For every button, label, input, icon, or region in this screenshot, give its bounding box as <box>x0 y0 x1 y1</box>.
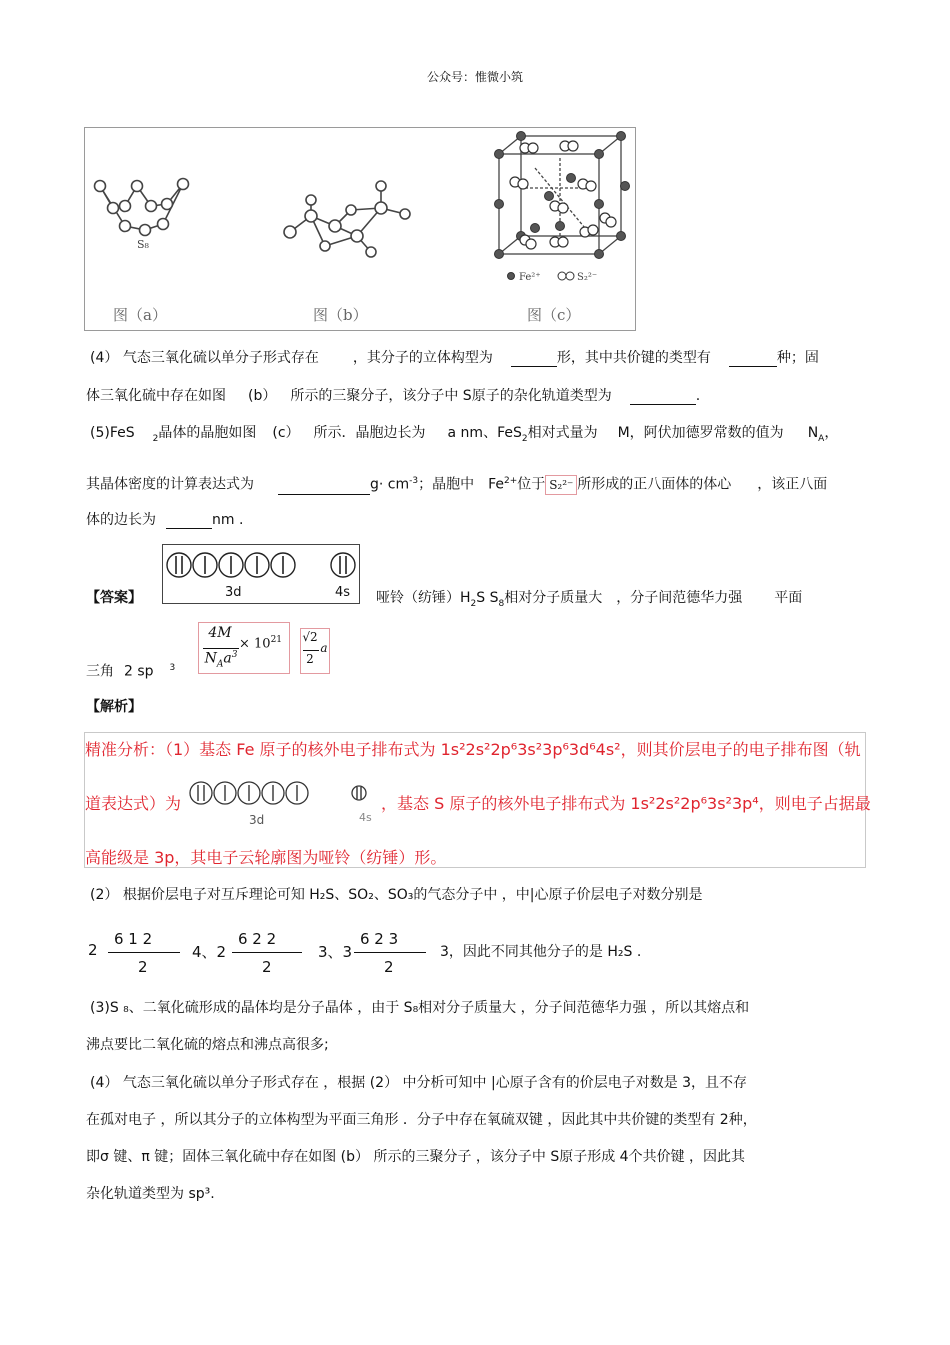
analysis-p4-line-3: 即σ 键、π 键；固体三氧化硫中存在如图 (b） 所示的三聚分子 ，该分子中 S原子形成 4个共价键 ，因此其 <box>86 1149 746 1165</box>
frac2-bar <box>303 650 319 651</box>
analysis-red-line-2a: 道表达式）为 <box>85 794 182 813</box>
answer-line-2 <box>86 659 175 681</box>
caption-c: 图（c） <box>527 306 581 324</box>
s2-legend-dot-1 <box>558 272 566 280</box>
analysis-red-line-2b: ，基态 S 原子的核外电子排布式为 1s²2s²2p⁶3s²3p⁴，则电子占据最 <box>381 794 871 813</box>
q4-l2-d: ，该分子中 S原子的杂化轨道类型为 <box>388 388 612 404</box>
eq-end: 3，因此不同其他分子的是 H₂S . <box>440 944 642 960</box>
q5-line-2: 其晶体密度的计算表达式为 $g\cdot cm^{-3}$；晶胞中 $Fe^{2+}$位于 S₂²⁻ 所形成的正八面体的体心 ，该正八面 <box>86 476 828 493</box>
orb-3d-label: 3d <box>225 585 242 600</box>
orbital-svg <box>163 545 359 603</box>
q4-blank-1[interactable] <box>511 352 557 367</box>
q4-l2-b: (b） <box>248 388 277 404</box>
eq-den-2: 2 <box>262 958 272 976</box>
analysis-orbital-svg <box>187 779 367 809</box>
q5-l1-h: N <box>807 425 819 441</box>
eq-mid-2: 3、3 <box>318 943 353 961</box>
q4-line-1 <box>90 349 819 367</box>
answer-text3: 相对分子质量大 <box>504 590 603 606</box>
answer-text4: ，分子间范德华力强 <box>616 590 743 606</box>
q5-l1-a: (5)FeS <box>90 425 135 441</box>
q4-l2-a: 体三氧化硫中存在如图 <box>86 388 226 404</box>
orb-4s-label: 4s <box>335 585 351 600</box>
q5-l1-d: 所示．晶胞边长为 <box>313 425 426 441</box>
answer-text2: S S <box>476 590 499 606</box>
s8-label: S₈ <box>137 238 149 251</box>
analysis-p4-line-2: 在孤对电子 ，所以其分子的立体构型为平面三角形 ．分子中存在氧硫双键 ，因此其中共价键的类型有 2种， <box>86 1112 757 1128</box>
analysis-p2-line: (2） 根据价层电子对互斥理论可知 H₂S、SO₂、SO₃的气态分子中 ，中|心原子价层电子对数分别是 <box>90 887 703 903</box>
q5-l1-b: 晶体的晶胞如图 <box>158 425 257 441</box>
q5-line-1: (5)FeS $_2$晶体的晶胞如图 (c） 所示．晶胞边长为 a nm、FeS$_2$相对式量为 M，阿伏加德罗常数的值为 $N_A$， <box>90 425 839 444</box>
eq-num-2: 6 2 2 <box>238 930 277 948</box>
q4-l2-c: 所示的三聚分子 <box>290 388 389 404</box>
caption-a: 图（a） <box>113 306 167 324</box>
fe-legend-dot <box>508 273 515 280</box>
q5-l2-f: 所形成的正八面体的体心 <box>577 476 732 493</box>
eq-lead: 2 <box>88 941 98 959</box>
answer-line2-b: 2 sp <box>124 663 154 680</box>
frac2-tail: a <box>320 641 328 655</box>
s2-legend-dot-2 <box>566 272 574 280</box>
eq-bar-2 <box>232 952 302 953</box>
frac1-den-n: N <box>204 650 217 667</box>
eq-den-3: 2 <box>384 958 394 976</box>
eq-bar-1 <box>108 952 180 953</box>
frac1-num: 4M <box>208 625 232 641</box>
frac1-tail-text: × 10 <box>239 636 271 652</box>
frac1-den: $N_Aa^3$ <box>204 650 238 670</box>
analysis-p4-line-4: 杂化轨道类型为 sp³. <box>86 1186 215 1202</box>
q5-l2-b: g· cm <box>370 476 410 493</box>
caption-b: 图（b） <box>313 306 368 324</box>
q5-l1-e: a nm、FeS <box>447 425 522 441</box>
q5-l3-b: nm . <box>212 512 244 528</box>
answer-orbital-diagram <box>162 544 360 604</box>
q5-l1-g: M，阿伏加德罗常数的值为 <box>617 425 784 441</box>
frac1-tail <box>239 635 285 651</box>
eq-bar-3 <box>354 952 426 953</box>
analysis-highlight-box <box>84 732 871 868</box>
q5-blank-1[interactable] <box>278 480 370 495</box>
analysis-4s: 4s <box>359 811 372 824</box>
analysis-p3-line-2: 沸点要比二氧化硫的熔点和沸点高很多; <box>86 1037 329 1053</box>
analysis-p4-line-1: (4） 气态三氧化硫以单分子形式存在 ，根据 (2） 中分析可知中 |心原子含有的价层电子对数是 3，且不存 <box>90 1075 748 1091</box>
q4-l1-c: 形，其中共价键的类型有 <box>556 350 711 366</box>
answer-line2-sup: 3 <box>169 663 176 673</box>
q4-line-2 <box>86 387 700 405</box>
q5-l2-g: ，该正八面 <box>757 476 828 493</box>
structure-figure <box>84 127 636 331</box>
density-formula <box>198 622 290 674</box>
q4-l1-d: 种；固 <box>776 350 819 366</box>
answer-line2-a: 三角 <box>86 663 114 680</box>
s2-ion-formula: S₂²⁻ <box>545 475 577 495</box>
q5-l2-a: 其晶体密度的计算表达式为 <box>86 476 254 493</box>
page-header: 公众号：惟微小筑 <box>426 70 523 84</box>
answer-label: 【答案】 <box>86 590 142 606</box>
structure-diagrams <box>85 128 635 330</box>
edge-length-formula <box>300 628 330 674</box>
legend-fe: Fe²⁺ <box>519 272 541 283</box>
q5-l3-a: 体的边长为 <box>86 512 156 528</box>
q4-l2-e: . <box>695 388 701 404</box>
eq-num-1: 6 1 2 <box>114 930 153 948</box>
trimer-diagram <box>284 181 410 257</box>
eq-mid-1: 4、2 <box>192 943 227 961</box>
eq-den-1: 2 <box>138 958 148 976</box>
s8-crown-diagram <box>95 179 189 236</box>
q5-l1-i: ， <box>824 425 839 441</box>
q4-blank-2[interactable] <box>729 352 777 367</box>
analysis-red-line-3: 高能级是 3p，其电子云轮廓图为哑铃（纺锤）形。 <box>85 848 447 867</box>
legend-s: S₂²⁻ <box>577 272 598 283</box>
q5-l2-d: Fe <box>488 476 505 493</box>
answer-line-1 <box>86 589 142 607</box>
q4-l1-a: (4） 气态三氧化硫以单分子形式存在 <box>90 350 319 366</box>
eq-num-3: 6 2 3 <box>360 930 399 948</box>
answer-text5: 平面 <box>774 590 803 606</box>
frac1-bar <box>203 648 239 649</box>
frac2-den: 2 <box>306 652 314 666</box>
frac1-exp: 21 <box>270 635 283 645</box>
answer-text1: 哑铃（纺锤）H <box>376 590 471 606</box>
analysis-p2-equation <box>86 928 786 978</box>
answer-text-1: 哑铃（纺锤）$H_2S$ $S_8$相对分子质量大 ，分子间范德华力强 平面 <box>376 590 803 609</box>
analysis-red-line-1: 精准分析：（1）基态 Fe 原子的核外电子排布式为 1s²2s²2p⁶3s²3p⁶3d⁶4s²，则其价层电子的电子排布图（轨 <box>85 740 861 759</box>
q5-l2-e: 位于 <box>517 476 546 493</box>
frac2-num: √2 <box>302 630 318 644</box>
q5-l1-f: 相对式量为 <box>527 425 598 441</box>
q4-blank-3[interactable] <box>630 390 696 405</box>
q5-l1-c: (c） <box>272 425 300 441</box>
analysis-3d: 3d <box>249 813 265 827</box>
q5-l1-sub: 2 <box>152 433 159 444</box>
analysis-p3-line-1: (3)S ₈、二氧化硫形成的晶体均是分子晶体 ，由于 S₈相对分子质量大 ，分子间范德华力强 ，所以其熔点和 <box>90 1000 750 1016</box>
analysis-label: 【解析】 <box>86 699 142 715</box>
q5-blank-2[interactable] <box>166 514 212 529</box>
q5-l2-c: ；晶胞中 <box>418 476 475 493</box>
q4-l1-b: ，其分子的立体构型为 <box>352 350 493 366</box>
q5-line-3 <box>86 511 243 529</box>
